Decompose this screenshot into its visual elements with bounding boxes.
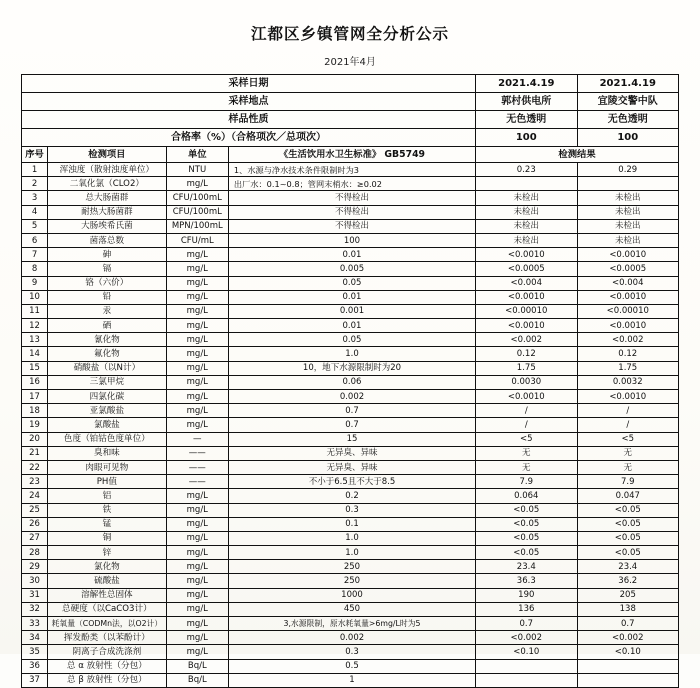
cell-result-2: <0.0010: [577, 319, 679, 333]
table-row: [22, 645, 679, 659]
table-row: [22, 233, 679, 247]
cell-unit: mg/L: [166, 617, 228, 631]
table-row: [22, 574, 679, 588]
cell-result-1: [476, 177, 577, 191]
cell-result-2: <0.0010: [577, 290, 679, 304]
cell-standard: 0.005: [228, 262, 475, 276]
cell-unit: mg/L: [166, 347, 228, 361]
cell-result-2: 未检出: [577, 233, 679, 247]
cell-item: 氰化物: [48, 333, 167, 347]
cell-no: 23: [22, 475, 48, 489]
cell-result-2: 138: [577, 602, 679, 616]
cell-unit: mg/L: [166, 304, 228, 318]
cell-unit: mg/L: [166, 645, 228, 659]
info-row-sample-nature: [22, 111, 679, 129]
cell-unit: mg/L: [166, 375, 228, 389]
cell-item: 浑浊度（散射浊度单位）: [48, 163, 167, 177]
cell-item: 肉眼可见物: [48, 460, 167, 474]
cell-unit: Bq/L: [166, 659, 228, 673]
table-row: [22, 489, 679, 503]
cell-standard: 3,水源限制，原水耗氧量>6mg/L时为5: [228, 617, 475, 631]
cell-result-1: 未检出: [476, 219, 577, 233]
info-value: 2021.4.19: [476, 75, 577, 93]
cell-result-2: [577, 177, 679, 191]
cell-unit: —: [166, 432, 228, 446]
col-header-item: 检测项目: [48, 147, 167, 163]
info-label: 合格率（%）（合格项次／总项次）: [22, 129, 476, 147]
cell-result-2: 23.4: [577, 560, 679, 574]
cell-result-1: 0.23: [476, 163, 577, 177]
cell-unit: mg/L: [166, 319, 228, 333]
table-row: [22, 191, 679, 205]
cell-result-1: <0.0005: [476, 262, 577, 276]
cell-unit: mg/L: [166, 404, 228, 418]
cell-result-1: <0.05: [476, 531, 577, 545]
table-row: [22, 319, 679, 333]
info-label: 采样地点: [22, 93, 476, 111]
cell-unit: CFU/mL: [166, 233, 228, 247]
cell-unit: mg/L: [166, 631, 228, 645]
cell-result-2: 未检出: [577, 205, 679, 219]
cell-standard: 15: [228, 432, 475, 446]
cell-standard: 无异臭、异味: [228, 460, 475, 474]
cell-standard: 0.7: [228, 418, 475, 432]
table-row: [22, 276, 679, 290]
cell-result-1: [476, 673, 577, 687]
table-row: [22, 177, 679, 191]
cell-no: 18: [22, 404, 48, 418]
table-row: [22, 418, 679, 432]
cell-item: 氟化物: [48, 347, 167, 361]
cell-no: 11: [22, 304, 48, 318]
cell-result-2: /: [577, 404, 679, 418]
cell-no: 22: [22, 460, 48, 474]
table-row: [22, 375, 679, 389]
cell-item: 铅: [48, 290, 167, 304]
cell-result-1: 136: [476, 602, 577, 616]
cell-unit: mg/L: [166, 290, 228, 304]
cell-result-1: <0.05: [476, 546, 577, 560]
cell-unit: CFU/100mL: [166, 205, 228, 219]
page-subtitle: 2021年4月: [324, 57, 376, 68]
cell-unit: mg/L: [166, 560, 228, 574]
col-header-result: 检测结果: [476, 147, 679, 163]
cell-result-1: <0.0010: [476, 319, 577, 333]
cell-item: 硒: [48, 319, 167, 333]
cell-item: 阴离子合成洗涤剂: [48, 645, 167, 659]
cell-unit: ——: [166, 460, 228, 474]
cell-no: 20: [22, 432, 48, 446]
cell-unit: mg/L: [166, 262, 228, 276]
cell-no: 9: [22, 276, 48, 290]
table-row: [22, 446, 679, 460]
cell-result-2: 1.75: [577, 361, 679, 375]
cell-no: 37: [22, 673, 48, 687]
cell-result-1: 未检出: [476, 205, 577, 219]
cell-result-2: <5: [577, 432, 679, 446]
table-row: [22, 673, 679, 687]
cell-no: 36: [22, 659, 48, 673]
info-value: 无色透明: [577, 111, 679, 129]
cell-result-1: 未检出: [476, 233, 577, 247]
cell-no: 12: [22, 319, 48, 333]
cell-no: 13: [22, 333, 48, 347]
table-row: [22, 617, 679, 631]
cell-standard: 0.002: [228, 631, 475, 645]
cell-result-1: 0.064: [476, 489, 577, 503]
table-row: [22, 460, 679, 474]
cell-result-1: <0.0010: [476, 248, 577, 262]
cell-unit: mg/L: [166, 503, 228, 517]
cell-result-2: 未检出: [577, 219, 679, 233]
info-value: 100: [577, 129, 679, 147]
cell-result-2: 0.047: [577, 489, 679, 503]
table-row: [22, 546, 679, 560]
cell-result-1: 无: [476, 446, 577, 460]
cell-result-2: /: [577, 418, 679, 432]
cell-standard: 100: [228, 233, 475, 247]
table-row: [22, 631, 679, 645]
cell-unit: mg/L: [166, 588, 228, 602]
cell-unit: NTU: [166, 163, 228, 177]
cell-item: 总 α 放射性（分包）: [48, 659, 167, 673]
cell-result-2: 0.12: [577, 347, 679, 361]
cell-item: 大肠埃希氏菌: [48, 219, 167, 233]
table-row: [22, 333, 679, 347]
cell-item: 溶解性总固体: [48, 588, 167, 602]
cell-result-2: 0.0032: [577, 375, 679, 389]
cell-standard: 0.7: [228, 404, 475, 418]
cell-result-2: <0.05: [577, 503, 679, 517]
table-row: [22, 304, 679, 318]
table-row: [22, 432, 679, 446]
cell-result-1: <0.05: [476, 503, 577, 517]
cell-unit: mg/L: [166, 531, 228, 545]
cell-item: 色度（铂钴色度单位）: [48, 432, 167, 446]
cell-standard: 1、水源与净水技术条件限制时为3: [228, 163, 475, 177]
cell-standard: 0.05: [228, 276, 475, 290]
cell-standard: 250: [228, 574, 475, 588]
cell-unit: mg/L: [166, 276, 228, 290]
col-header-standard: 《生活饮用水卫生标准》 GB5749: [228, 147, 475, 163]
cell-standard: 0.002: [228, 390, 475, 404]
cell-no: 16: [22, 375, 48, 389]
cell-result-1: 7.9: [476, 475, 577, 489]
cell-item: 耐热大肠菌群: [48, 205, 167, 219]
table-row: [22, 262, 679, 276]
table-row: [22, 531, 679, 545]
info-value: 100: [476, 129, 577, 147]
cell-result-1: 190: [476, 588, 577, 602]
cell-item: 镉: [48, 262, 167, 276]
cell-result-1: <0.0010: [476, 290, 577, 304]
cell-unit: mg/L: [166, 390, 228, 404]
info-label: 样品性质: [22, 111, 476, 129]
cell-item: 菌落总数: [48, 233, 167, 247]
cell-result-1: [476, 659, 577, 673]
cell-item: 锌: [48, 546, 167, 560]
cell-item: 总 β 放射性（分包）: [48, 673, 167, 687]
cell-no: 6: [22, 233, 48, 247]
cell-item: 铜: [48, 531, 167, 545]
cell-standard: 0.1: [228, 517, 475, 531]
cell-result-2: <0.0010: [577, 248, 679, 262]
table-row: [22, 517, 679, 531]
cell-result-1: <0.10: [476, 645, 577, 659]
cell-unit: mg/L: [166, 418, 228, 432]
cell-result-2: [577, 673, 679, 687]
cell-no: 33: [22, 617, 48, 631]
cell-standard: 0.001: [228, 304, 475, 318]
cell-item: 四氯化碳: [48, 390, 167, 404]
table-row: [22, 602, 679, 616]
table-row: [22, 404, 679, 418]
cell-item: 亚氯酸盐: [48, 404, 167, 418]
cell-standard: 0.2: [228, 489, 475, 503]
cell-result-2: <0.004: [577, 276, 679, 290]
cell-result-2: 无: [577, 460, 679, 474]
cell-standard: 1.0: [228, 347, 475, 361]
cell-unit: ——: [166, 446, 228, 460]
cell-standard: 0.01: [228, 248, 475, 262]
table-row: [22, 163, 679, 177]
cell-unit: mg/L: [166, 361, 228, 375]
cell-standard: 不得检出: [228, 191, 475, 205]
cell-standard: 1: [228, 673, 475, 687]
cell-no: 30: [22, 574, 48, 588]
table-row: [22, 347, 679, 361]
cell-item: 硫酸盐: [48, 574, 167, 588]
cell-no: 28: [22, 546, 48, 560]
cell-no: 21: [22, 446, 48, 460]
cell-no: 14: [22, 347, 48, 361]
page-title: 江都区乡镇管网全分析公示: [250, 25, 449, 43]
cell-result-2: [577, 659, 679, 673]
col-header-unit: 单位: [166, 147, 228, 163]
cell-no: 7: [22, 248, 48, 262]
table-row: [22, 659, 679, 673]
cell-standard: 0.01: [228, 290, 475, 304]
cell-unit: ——: [166, 475, 228, 489]
table-row: [22, 475, 679, 489]
cell-standard: 0.06: [228, 375, 475, 389]
cell-result-2: <0.05: [577, 531, 679, 545]
cell-standard: 0.3: [228, 645, 475, 659]
cell-standard: 0.01: [228, 319, 475, 333]
cell-no: 10: [22, 290, 48, 304]
info-row-sampling-site: [22, 93, 679, 111]
cell-result-1: <5: [476, 432, 577, 446]
cell-item: 臭和味: [48, 446, 167, 460]
col-header-no: 序号: [22, 147, 48, 163]
cell-item: 三氯甲烷: [48, 375, 167, 389]
cell-no: 2: [22, 177, 48, 191]
cell-item: 锰: [48, 517, 167, 531]
cell-result-2: 0.29: [577, 163, 679, 177]
info-value: 宜陵交警中队: [577, 93, 679, 111]
table-row: [22, 290, 679, 304]
cell-item: 铝: [48, 489, 167, 503]
cell-result-2: <0.05: [577, 546, 679, 560]
table-row: [22, 560, 679, 574]
cell-result-1: <0.004: [476, 276, 577, 290]
cell-standard: 不得检出: [228, 205, 475, 219]
cell-item: 挥发酚类（以苯酚计）: [48, 631, 167, 645]
cell-result-1: <0.002: [476, 333, 577, 347]
cell-no: 5: [22, 219, 48, 233]
cell-item: 硝酸盐（以N计）: [48, 361, 167, 375]
info-value: 郭村供电所: [476, 93, 577, 111]
analysis-table: [21, 74, 679, 688]
info-row-pass-rate: [22, 129, 679, 147]
cell-item: 铁: [48, 503, 167, 517]
info-value: 2021.4.19: [577, 75, 679, 93]
cell-result-1: 未检出: [476, 191, 577, 205]
cell-item: 总大肠菌群: [48, 191, 167, 205]
cell-unit: mg/L: [166, 177, 228, 191]
cell-standard: 0.5: [228, 659, 475, 673]
cell-no: 34: [22, 631, 48, 645]
cell-standard: 不小于6.5且不大于8.5: [228, 475, 475, 489]
cell-item: 二氧化氯（CLO2）: [48, 177, 167, 191]
cell-no: 26: [22, 517, 48, 531]
cell-result-1: 0.7: [476, 617, 577, 631]
info-value: 无色透明: [476, 111, 577, 129]
table-row: [22, 361, 679, 375]
cell-standard: 不得检出: [228, 219, 475, 233]
cell-result-1: 0.12: [476, 347, 577, 361]
cell-no: 29: [22, 560, 48, 574]
cell-result-2: 205: [577, 588, 679, 602]
cell-item: 氯化物: [48, 560, 167, 574]
cell-standard: 无异臭、异味: [228, 446, 475, 460]
cell-result-1: <0.0010: [476, 390, 577, 404]
cell-result-2: 0.7: [577, 617, 679, 631]
cell-result-1: 23.4: [476, 560, 577, 574]
cell-result-2: 7.9: [577, 475, 679, 489]
cell-result-1: /: [476, 404, 577, 418]
table-row: [22, 588, 679, 602]
cell-result-1: <0.05: [476, 517, 577, 531]
cell-no: 27: [22, 531, 48, 545]
cell-unit: mg/L: [166, 546, 228, 560]
cell-result-1: 0.0030: [476, 375, 577, 389]
cell-item: 氯酸盐: [48, 418, 167, 432]
cell-result-2: <0.00010: [577, 304, 679, 318]
cell-result-2: <0.002: [577, 631, 679, 645]
info-label: 采样日期: [22, 75, 476, 93]
cell-standard: 1.0: [228, 546, 475, 560]
cell-result-1: 1.75: [476, 361, 577, 375]
cell-result-1: <0.00010: [476, 304, 577, 318]
cell-unit: mg/L: [166, 333, 228, 347]
cell-item: 总硬度（以CaCO3计）: [48, 602, 167, 616]
cell-result-2: <0.002: [577, 333, 679, 347]
cell-no: 1: [22, 163, 48, 177]
cell-no: 17: [22, 390, 48, 404]
cell-result-1: /: [476, 418, 577, 432]
table-row: [22, 503, 679, 517]
table-header-row: [22, 147, 679, 163]
cell-standard: 450: [228, 602, 475, 616]
cell-no: 25: [22, 503, 48, 517]
cell-no: 15: [22, 361, 48, 375]
cell-standard: 250: [228, 560, 475, 574]
table-body: [22, 75, 679, 688]
cell-result-2: <0.0010: [577, 390, 679, 404]
cell-result-1: 无: [476, 460, 577, 474]
cell-result-2: 无: [577, 446, 679, 460]
table-row: [22, 219, 679, 233]
cell-result-2: <0.10: [577, 645, 679, 659]
cell-standard: 0.3: [228, 503, 475, 517]
cell-standard: 10，地下水源限制时为20: [228, 361, 475, 375]
cell-result-2: 36.2: [577, 574, 679, 588]
cell-no: 24: [22, 489, 48, 503]
table-row: [22, 390, 679, 404]
cell-standard: 1000: [228, 588, 475, 602]
cell-result-1: <0.002: [476, 631, 577, 645]
cell-item: 汞: [48, 304, 167, 318]
info-row-sampling-date: [22, 75, 679, 93]
cell-no: 31: [22, 588, 48, 602]
cell-result-1: 36.3: [476, 574, 577, 588]
cell-unit: mg/L: [166, 517, 228, 531]
cell-unit: mg/L: [166, 574, 228, 588]
cell-no: 3: [22, 191, 48, 205]
cell-no: 35: [22, 645, 48, 659]
cell-unit: mg/L: [166, 248, 228, 262]
cell-unit: Bq/L: [166, 673, 228, 687]
table-row: [22, 248, 679, 262]
table-row: [22, 205, 679, 219]
cell-unit: CFU/100mL: [166, 191, 228, 205]
cell-item: 砷: [48, 248, 167, 262]
cell-result-2: 未检出: [577, 191, 679, 205]
cell-unit: mg/L: [166, 489, 228, 503]
cell-standard: 1.0: [228, 531, 475, 545]
cell-item: PH值: [48, 475, 167, 489]
cell-no: 8: [22, 262, 48, 276]
cell-standard: 0.05: [228, 333, 475, 347]
cell-no: 4: [22, 205, 48, 219]
cell-standard: 出厂水：0.1~0.8；管网末梢水：≥0.02: [228, 177, 475, 191]
cell-result-2: <0.05: [577, 517, 679, 531]
cell-result-2: <0.0005: [577, 262, 679, 276]
cell-unit: mg/L: [166, 602, 228, 616]
cell-no: 32: [22, 602, 48, 616]
cell-item: 耗氧量（CODMn法，以O2计）: [48, 617, 167, 631]
cell-unit: MPN/100mL: [166, 219, 228, 233]
cell-item: 铬（六价）: [48, 276, 167, 290]
cell-no: 19: [22, 418, 48, 432]
